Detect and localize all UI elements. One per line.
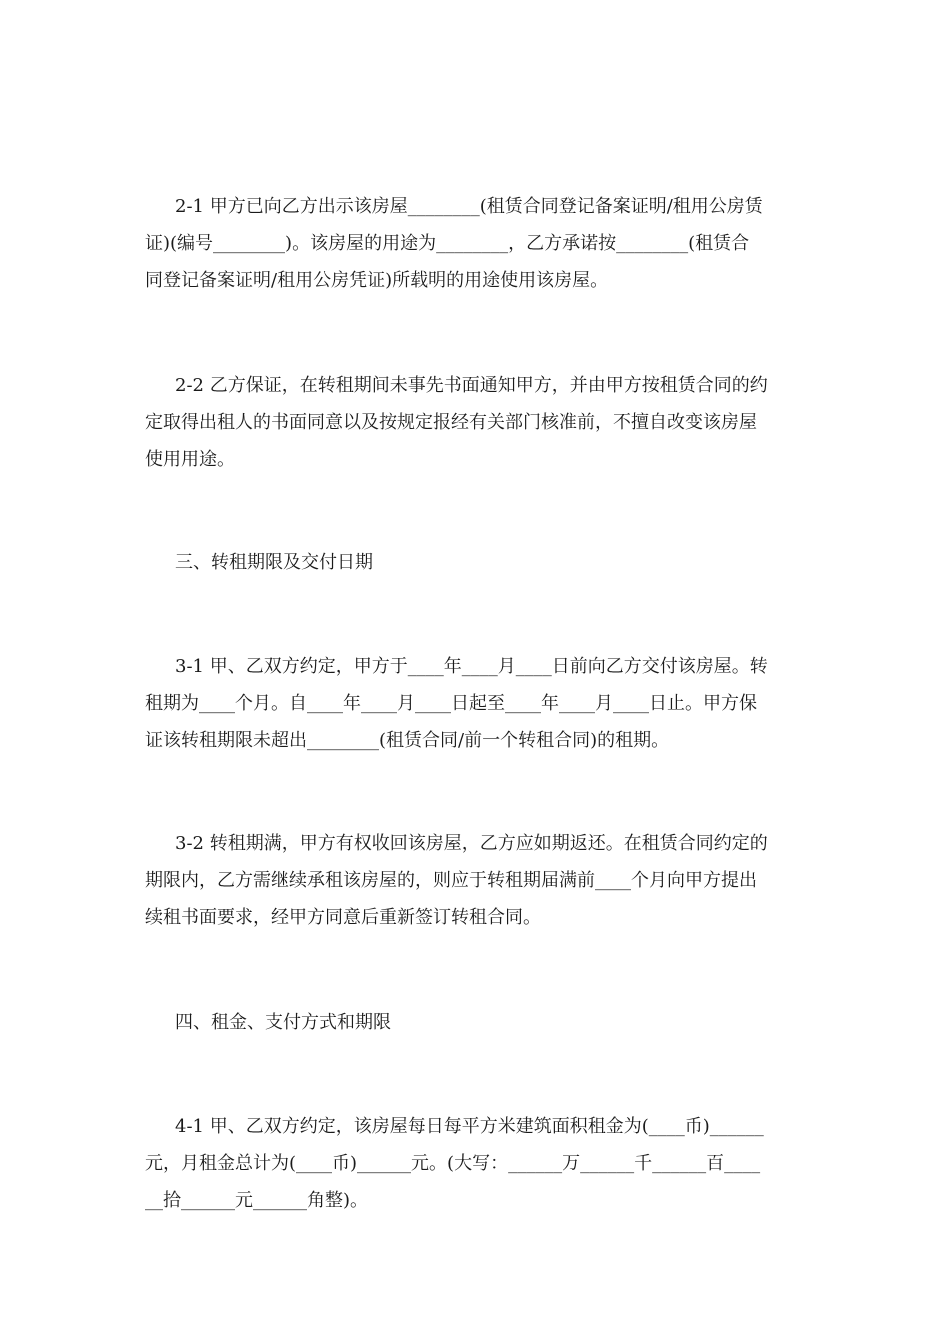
clause-4-1 (145, 1108, 807, 1219)
clause-line: 3-1 甲、乙双方约定，甲方于____年____月____日前向乙方交付该房屋。转 (175, 656, 768, 677)
clause-line: 2-1 甲方已向乙方出示该房屋________(租赁合同登记备案证明/租用公房赁 (175, 196, 763, 217)
clause-line: __拾______元______角整)。 (145, 1190, 369, 1211)
clause-line: 证该转租期限未超出________(租赁合同/前一个转租合同)的租期。 (145, 730, 670, 751)
section-heading: 三、转租期限及交付日期 (175, 552, 373, 573)
clause-line: 租期为____个月。自____年____月____日起至____年____月____日止。甲方保 (145, 693, 757, 714)
clause-line: 元，月租金总计为(____币)______元。(大写：______万______千______百____ (145, 1153, 761, 1174)
clause-line: 使用用途。 (145, 449, 235, 470)
clause-3-2 (145, 825, 807, 936)
clause-line: 期限内，乙方需继续承租该房屋的，则应于转租期届满前____个月向甲方提出 (145, 870, 757, 891)
clause-line: 2-2 乙方保证，在转租期间未事先书面通知甲方，并由甲方按租赁合同的约 (175, 375, 768, 396)
clause-line: 续租书面要求，经甲方同意后重新签订转租合同。 (145, 907, 541, 928)
section-heading-3 (145, 544, 807, 581)
clause-line: 证)(编号________)。该房屋的用途为________，乙方承诺按________(租赁合 (145, 233, 750, 254)
clause-line: 同登记备案证明/租用公房凭证)所载明的用途使用该房屋。 (145, 270, 609, 291)
clause-line: 定取得出租人的书面同意以及按规定报经有关部门核准前，不擅自改变该房屋 (145, 412, 757, 433)
clause-line: 4-1 甲、乙双方约定，该房屋每日每平方米建筑面积租金为(____币)______ (175, 1116, 764, 1137)
clause-2-2 (145, 367, 807, 478)
clause-3-1 (145, 648, 807, 759)
clause-2-1 (145, 188, 807, 299)
clause-line: 3-2 转租期满，甲方有权收回该房屋，乙方应如期返还。在租赁合同约定的 (175, 833, 768, 854)
section-heading-4 (145, 1004, 807, 1041)
section-heading: 四、租金、支付方式和期限 (175, 1012, 391, 1033)
